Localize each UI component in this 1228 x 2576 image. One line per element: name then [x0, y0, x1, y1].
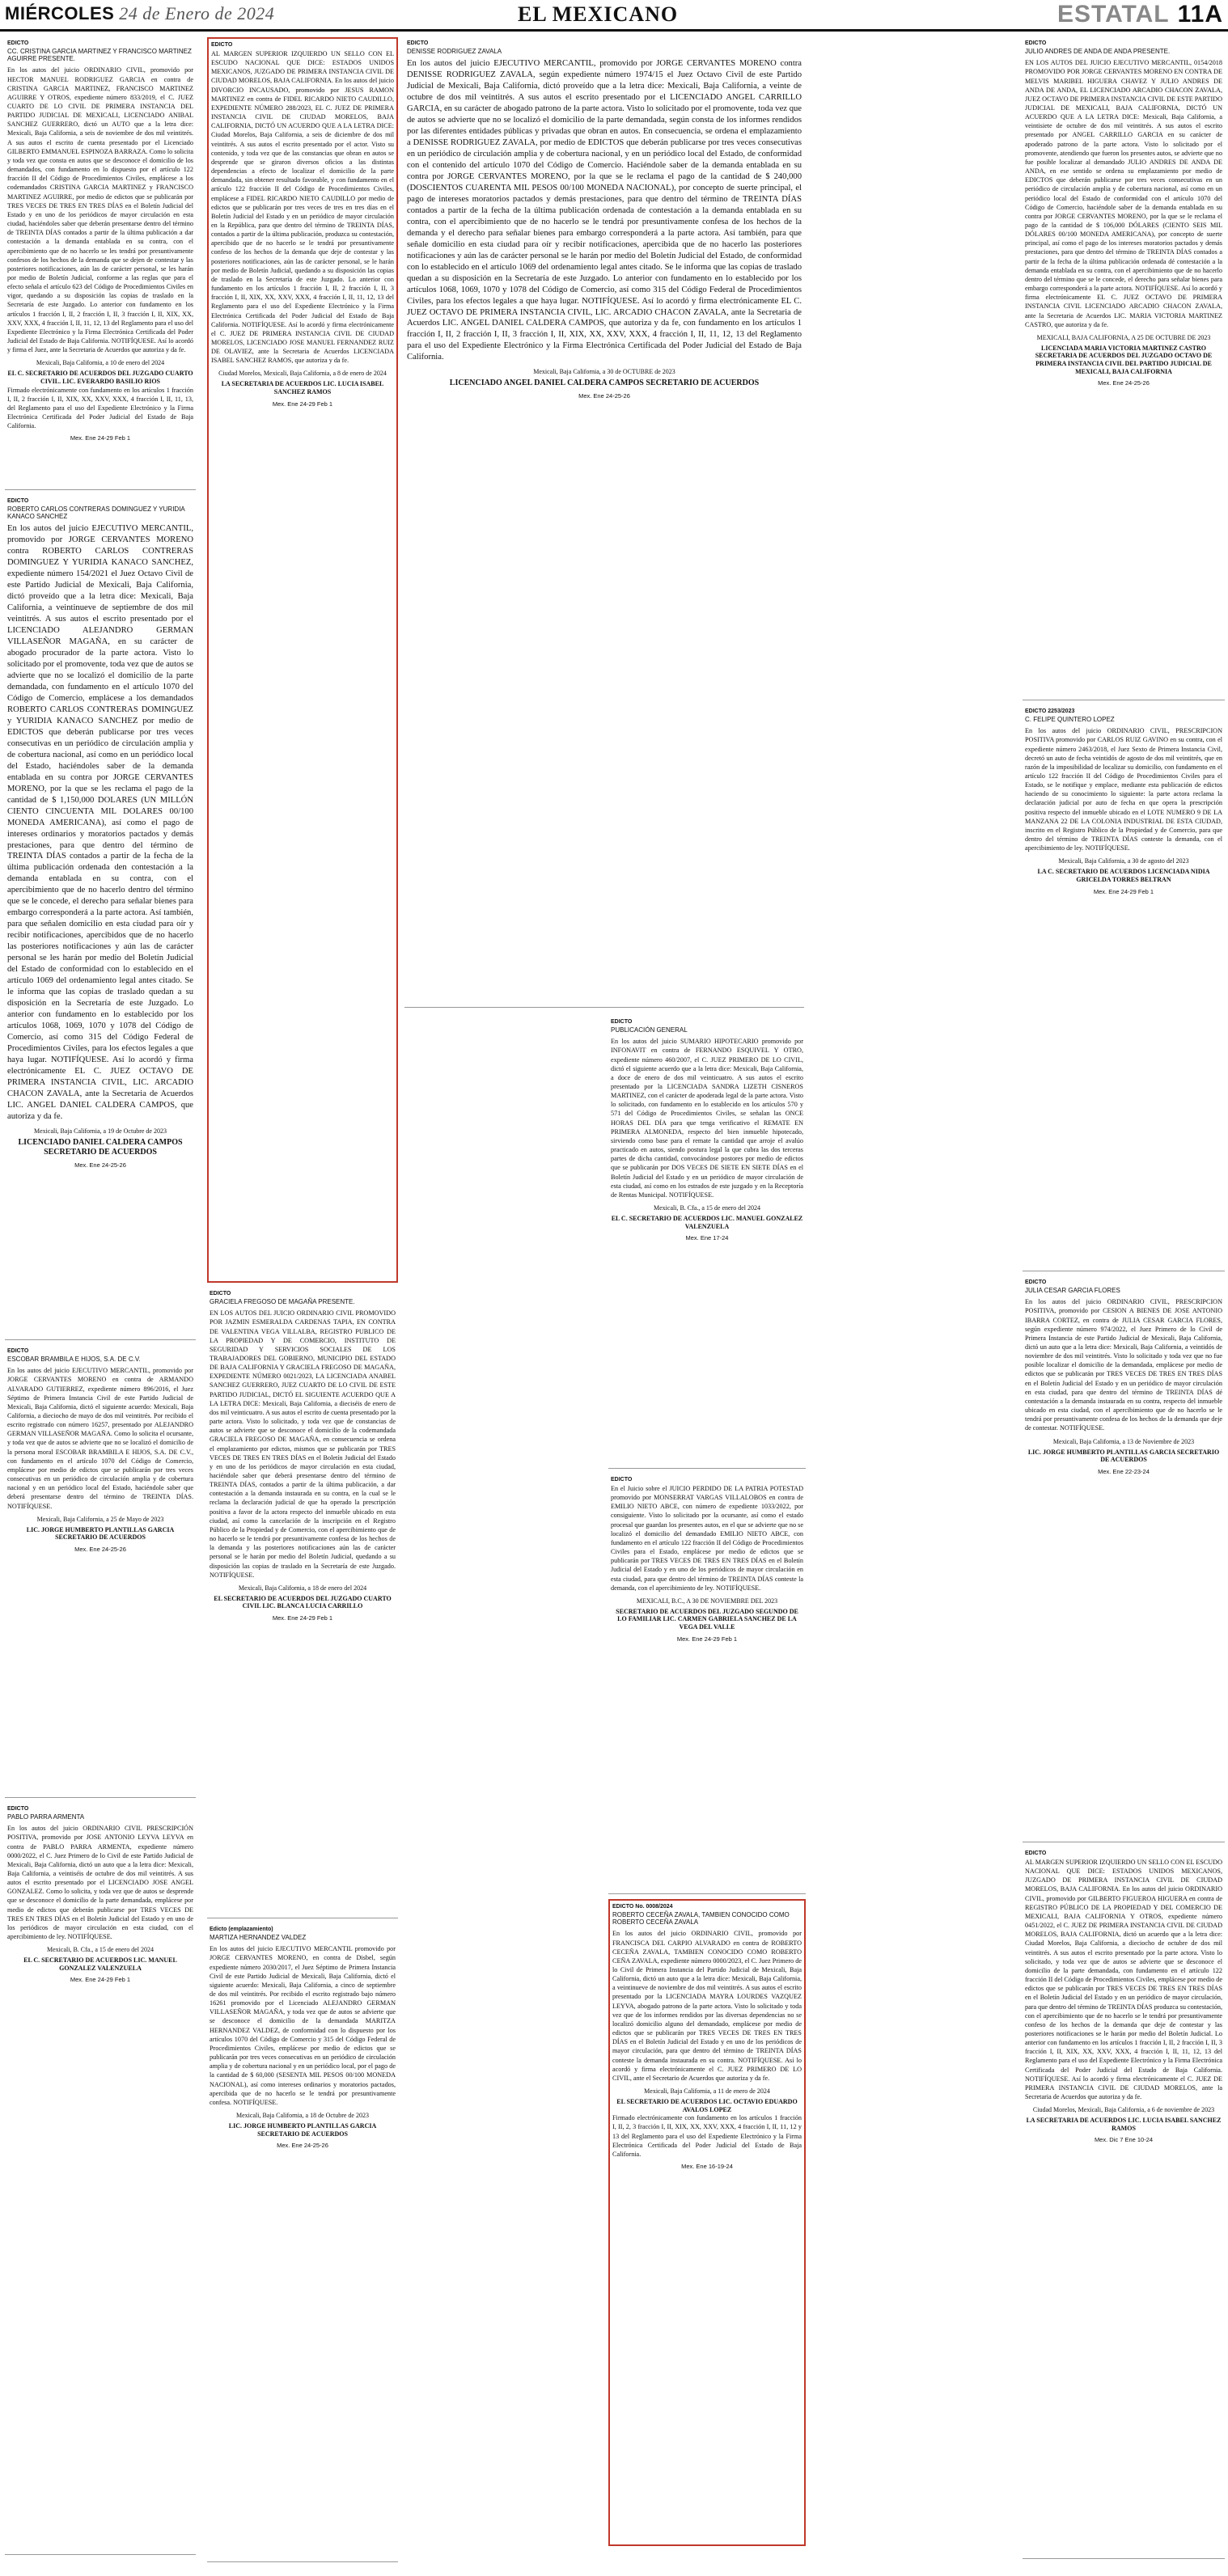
notice-body: En el Juicio sobre el JUICIO PERDIDO DE LA PATRIA POTESTAD promovido por MONSERRAT VARGAS VILLALOBOS en contra de EMILIO NIETO ABCE, con número de expediente 1033/2022, por consiguiente. Visto lo solicitado por la ocursante, así como el estado procesal que guardan los presentes autos, en el que se advierte que no se localizó el domicilio del demandado EMILIO NIETO ABCE, con fundamento en el artículo 122 fracción II del Código de Procedimientos Civiles para el Estado, emplácese por medio de edictos que se publicarán por TRES VECES DE TRES EN TRES DÍAS en el Boletín Judicial del Estado y en uno de los periódicos de mayor circulación en esta ciudad, para que dentro del término de TREINTA DÍAS conteste la demanda, con el apercibimiento de ley. NOTIFÍQUESE.	[611, 1485, 803, 1592]
legal-notice	[5, 1803, 196, 2555]
notice-signature: LICENCIADA MARIA VICTORIA MARTINEZ CASTRO SECRETARIA DE ACUERDOS DEL JUZGADO OCTAVO DE PRIMERA INSTANCIA CIVIL DEL PARTIDO JUDICIAL DE MEXICALI, BAJA CALIFORNIA	[1035, 344, 1213, 375]
issue-date	[5, 3, 274, 24]
notice-publication-ref: Mex. Ene 16-19-24	[681, 2163, 733, 2170]
page-number: 11A	[1177, 1, 1223, 27]
notice-body: En los autos del juicio ORDINARIO CIVIL, promovido por HECTOR MANUEL RODRIGUEZ GARCIA en contra de CRISTINA GARCIA MARTINEZ, FRANCISCO MARTINEZ AGUIRRE Y OTROS, expediente número 833/2019, el C. JUEZ CUARTO DE LO CIVIL DE PRIMERA INSTANCIA DEL PARTIDO JUDICIAL DE MEXICALI, LICENCIADO ANIBAL SANCHEZ GUERRERO, dictó un AUTO que a la letra dice: Mexicali, Baja California, a seis de noviembre de dos mil veintitrés. A sus autos el escrito de cuenta presentado por el Licenciado GILBERTO EMMANUEL ESPINOZA BARRAZA. Como lo solicita y toda vez que consta en autos que se desconoce el domicilio de los demandados, con fundamento en lo dispuesto por el artículo 122 fracción II del Código de Procedimientos Civiles, emplácese a los codemandados CRISTINA GARCIA MARTINEZ y FRANCISCO MARTINEZ AGUIRRE, por medio de edictos que se publicarán por TRES VECES DE TRES EN TRES DÍAS en el Boletín Judicial del Estado y en uno de los periódicos de mayor circulación en esta ciudad, haciéndoles saber que deberán presentarse dentro del término de TREINTA DÍAS contados a partir de la última publicación a dar contestación a la demanda entablada en su contra, con el apercibimiento que de no hacerlo se les tendrá por presuntivamente confesos de los hechos de la demanda que se dejen de contestar y las posteriores notificaciones, aún las de carácter personal, se les harán por medio de Boletín Judicial, conforme a las reglas que para el efecto señala el artículo 623 del Código de Procedimientos Civiles en vigor, quedando a su disposición las copias de traslado en la Secretaría de este Juzgado. Lo anterior con fundamento en los artículos 1 fracción I, II, 2 fracción I, II, 3 fracción I, II, XIX, XX, XXV, XXX, 4 fracción I, II, 11, 12, 13 del Reglamento para el uso del Expediente Electrónico y la Firma Electrónica Certificada del Poder Judicial del Estado de Baja California. NOTIFÍQUESE. Así lo acordó y firma el Juez, ante la Secretaria de Acuerdos que autoriza y da fe.	[7, 66, 193, 354]
notice-kicker: EDICTO	[611, 1477, 633, 1483]
notice-addressee: C. FELIPE QUINTERO LOPEZ	[1025, 716, 1115, 723]
notice-place-date: MEXICALI, BAJA CALIFORNIA, A 25 DE OCTUBRE DE 2023	[1036, 333, 1211, 341]
legal-notice-continuation	[404, 1016, 602, 2553]
notice-publication-ref: Mex. Ene 24-29 Feb 1	[676, 1635, 738, 1643]
notice-kicker: EDICTO	[7, 1806, 29, 1812]
notice-place-date: Mexicali, Baja California, a 30 de OCTUBRE de 2023	[533, 368, 675, 376]
notice-publication-ref: Mex. Ene 24-29 Feb 1	[70, 1976, 131, 1984]
notice-publication-ref: Mex. Ene 24-29 Feb 1	[70, 434, 131, 442]
notice-body: En los autos del juicio ORDINARIO CIVIL, promovido por FRANCISCA DEL CARPIO ALVARADO en contra de ROBERTO CECEÑA ZAVALA, TAMBIEN CONOCIDO COMO ROBERTO CEÑA ZAVALA, expediente número 0000/2023, el C. Juez Primero de lo Civil de Primera Instancia del Partido Judicial de Mexicali, Baja California, dictó un auto que a la letra dice: Mexicali, Baja California, a veintinueve de noviembre de dos mil veintitrés. A sus autos el escrito presentado por la LICENCIADA MAYRA LOURDES VAZQUEZ LEYVA, abogado patrono de la parte actora. Visto lo solicitado y toda vez que de los informes rendidos por las diversas dependencias no se localizó domicilio alguno del demandado, emplácese por medio de edictos que se publicarán por TRES VECES DE TRES EN TRES DÍAS en el Boletín Judicial del Estado y en uno de los periódicos de mayor circulación, para que dentro del término de TREINTA DÍAS conteste la demanda instaurada en su contra. NOTIFÍQUESE. Así lo acordó y firma electrónicamente el C. JUEZ PRIMERO DE LO CIVIL, ante el Secretario de Acuerdos que autoriza y da fe.	[612, 1930, 802, 2082]
notice-body: EN LOS AUTOS DEL JUICIO EJECUTIVO MERCANTIL, 0154/2018 PROMOVIDO POR JORGE CERVANTES MORENO EN CONTRA DE MELVIS MARIBEL HIGUERA CHAVEZ Y JULIO ANDRES DE ANDA DE ANDA, EL LICENCIADO ARCADIO CHACON ZAVALA, JUEZ OCTAVO DE PRIMERA INSTANCIA CIVIL DE ESTE PARTIDO JUDICIAL DE MEXICALI, BAJA CALIFORNIA, DICTÓ UN ACUERDO QUE A LA LETRA DICE: Mexicali, Baja California, a veintisiete de octubre de dos mil veintitrés. A sus autos el escrito presentado por ANGEL CARRILLO GARCIA en su carácter de apoderado patrono de la parte actora. Visto lo solicitado por el promovente, atendiendo que fueron los presentes autos, se advierte que no fue posible localizar al demandado JULIO ANDRES DE ANDA DE ANDA, en ese sentido se ordena su emplazamiento por medio de EDICTOS que deberán publicarse por tres veces consecutivas en un periódico de circulación amplia y de cobertura nacional, así como en un periódico local del Estado de conformidad con el artículo 1070 del Código de Comercio, haciéndole saber de la demanda entablada en su contra por JORGE CERVANTES MORENO, por la que se le reclama el pago de la cantidad de $ 106,000 DÓLARES (CIENTO SEIS MIL DÓLARES 00/100 MONEDA AMERICANA), por concepto de suerte principal, así como el pago de los intereses moratorios pactados y demás prestaciones, para que dentro del término de TREINTA DÍAS contados a partir de la fecha de la última publicación ordenada dé contestación a la demanda entablada en su contra, con el apercibimiento que de no hacerlo dentro del término que se le concede, el derecho para señalar bienes para embargo corresponderá a la parte actora. NOTIFÍQUESE. Así lo acordó y firma electrónicamente EL C. JUEZ OCTAVO DE PRIMERA INSTANCIA CIVIL LICENCIADO ARCADIO CHACON ZAVALA, ante la Secretaria de Acuerdos LIC. MARIA VICTORIA MARTINEZ CASTRO, que autoriza y da fe.	[1025, 59, 1222, 328]
notice-publication-ref: Mex. Ene 24-29 Feb 1	[272, 400, 333, 408]
notice-signature: LA C. SECRETARIO DE ACUERDOS LICENCIADA NIDIA GRICELDA TORRES BELTRAN	[1037, 868, 1210, 883]
notice-place-date: Mexicali, Baja California, a 10 de enero del 2024	[36, 359, 165, 367]
notice-addressee: ROBERTO CARLOS CONTRERAS DOMINGUEZ Y YURIDIA KANACO SANCHEZ	[7, 505, 185, 521]
notice-place-date: Mexicali, Baja California, a 11 de enero de 2024	[644, 2087, 770, 2096]
notice-place-date: Mexicali, Baja California, a 30 de agosto del 2023	[1058, 857, 1189, 865]
notice-place-date: Mexicali, B. Cfa., a 15 de enero del 2024	[654, 1204, 760, 1212]
notice-body: En los autos del juicio EJECUTIVO MERCANTIL, promovido por JORGE CERVANTES MORENO contra DENISSE RODRIGUEZ ZAVALA, según expediente número 1974/15 el Juez Octavo Civil de este Partido Judicial de Mexicali, Baja California, dictó proveído que a la letra dice: Mexicali, Baja California, a veinte de octubre de dos mil veintitrés. A sus autos el escrito presentado por el LICENCIADO ANGEL CARRILLO GARCIA, en su carácter de abogado patrono de la parte actora. Visto lo solicitado por el promovente, toda vez que de autos se advierte que no se localizó el domicilio de la parte demandada, según consta de los informes rendidos por las diferentes entidades públicas y privadas que obran en autos. En consecuencia, se ordena el emplazamiento a DENISSE RODRIGUEZ ZAVALA, por medio de EDICTOS que deberán publicarse por tres veces consecutivas en un periódico de circulación amplia y de cobertura nacional, y en un periódico local del Estado, de conformidad con el contenido del artículo 1070 del Código de Comercio. Haciéndole saber de la demanda entablada en su contra por JORGE CERVANTES MORENO, por la que se le reclama el pago de la cantidad de $ 240,000 (DOSCIENTOS CUARENTA MIL PESOS 00/100 MONEDA NACIONAL), por concepto de suerte principal, el pago de intereses moratorios pactados y demás prestaciones, para que dentro del término de TREINTA DÍAS contados a partir de la fecha de la última publicación ordenada de contestación a la demanda entablada en su contra, con el apercibimiento que de no hacerlo se le tendrá por presuntivamente confesa de los hechos de la demanda y el derecho para señalar bienes para embargo corresponderá a la parte actora. Así también, para que señale domicilio en esta ciudad para oír y recibir notificaciones, apercibida que de no hacerlo las posteriores notificaciones y aún las de carácter personal se le harán por medio del Boletín Judicial del Estado, de conformidad con lo establecido en el artículo 1069 del ordenamiento legal antes citado. Se le informa que las copias de traslado quedan a su disposición en la Secretaría de este Juzgado. Lo anterior con fundamento en lo establecido por los artículos 1068, 1069, 1070 y 1078 del Código de Comercio, así como 315 del Código Federal de Procedimientos Civiles, para los efectos legales a que haya lugar. NOTIFÍQUESE. Así lo acordó y firma electrónicamente EL C. JUEZ OCTAVO DE PRIMERA INSTANCIA CIVIL, LIC. ARCADIO CHACON ZAVALA, ante la Secretaria de Acuerdos LIC. ANGEL DANIEL CALDERA CAMPOS, que autoriza y da fe, con fundamento en los artículos 1 fracción I, II, 2 fracción I, II, 3 fracción I, II, XIX, XX, XXV, XXX, 4 fracción I, II, 11, 12, 13 del Reglamento para el uso del Expediente Electrónico y la Firma Electrónica Certificada del Poder Judicial del Estado de Baja California.	[407, 59, 802, 362]
notice-signature: LICENCIADO DANIEL CALDERA CAMPOS SECRETARIO DE ACUERDOS	[18, 1137, 183, 1157]
notice-kicker: EDICTO	[7, 40, 29, 46]
notice-signature: LIC. JORGE HUMBERTO PLANTILLAS GARCIA SECRETARIO DE ACUERDOS	[1027, 1448, 1220, 1464]
notice-place-date: Mexicali, Baja California, a 25 de Mayo de 2023	[36, 1515, 164, 1523]
notice-place-date: Mexicali, Baja California, a 18 de Octubre de 2023	[236, 2112, 369, 2119]
notice-kicker: EDICTO	[211, 42, 233, 48]
notice-place-date: Mexicali, Baja California, a 18 de enero del 2024	[238, 1584, 367, 1592]
notice-place-date: Mexicali, Baja California, a 13 de Noviembre de 2023	[1052, 1437, 1195, 1445]
notice-kicker: EDICTO	[7, 1348, 29, 1354]
notice-signature: SECRETARIO DE ACUERDOS DEL JUZGADO SEGUNDO DE LO FAMILIAR LIC. CARMEN GABRIELA SANCHEZ DE LA VEGA DEL VALLE	[616, 1607, 798, 1631]
notice-addressee: DENISSE RODRIGUEZ ZAVALA	[407, 48, 502, 55]
notice-signature: EL C. SECRETARIO DE ACUERDOS DEL JUZGADO CUARTO CIVIL. LIC. EVERARDO BASILIO RIOS	[7, 370, 193, 385]
notice-addressee: ROBERTO CECEÑA ZAVALA, TAMBIEN CONOCIDO COMO ROBERTO CECEÑA ZAVALA	[612, 1911, 790, 1927]
legal-notice	[1023, 1276, 1225, 1842]
column-5	[814, 37, 1016, 2569]
section-banner	[1057, 1, 1223, 28]
notice-signature: LICENCIADO ANGEL DANIEL CALDERA CAMPOS SECRETARIO DE ACUERDOS	[449, 379, 760, 388]
notice-kicker: EDICTO	[1025, 40, 1047, 46]
notice-publication-ref: Mex. Ene 17-24	[685, 1234, 729, 1242]
notice-place-date: Ciudad Morelos, Mexicali, Baja California, a 8 de enero de 2024	[218, 370, 387, 378]
notice-addressee: JULIO ANDRES DE ANDA DE ANDA PRESENTE.	[1025, 48, 1171, 55]
notice-addressee: JULIA CESAR GARCIA FLORES	[1025, 1287, 1120, 1294]
notice-body: EN LOS AUTOS DEL JUICIO ORDINARIO CIVIL PROMOVIDO POR JAZMIN ESMERALDA CARDENAS TAPIA, EN CONTRA DE VALENTINA VEGA VILLALBA, REGISTRO PUBLICO DE LA PROPIEDAD Y DE COMERCIO, INSTITUTO DE SEGURIDAD Y SERVICIOS SOCIALES DE LOS TRABAJADORES DEL GOBIERNO, MUNICIPIO DEL ESTADO DE BAJA CALIFORNIA Y GRACIELA FREGOSO DE MAGAÑA, EXPEDIENTE NÚMERO 0021/2023, LA LICENCIADA ANABEL SANCHEZ GUERRERO, JUEZ CUARTO DE LO CIVIL DE ESTE PARTIDO JUDICIAL, DICTÓ EL SIGUIENTE ACUERDO QUE A LA LETRA DICE: Mexicali, Baja California, a dieciséis de enero de dos mil veinticuatro. A sus autos el escrito de cuenta presentado por la parte actora. Visto lo solicitado, y toda vez que de constancias de autos se advierte que se desconoce el domicilio de la codemandada GRACIELA FREGOSO DE MAGAÑA, en consecuencia se ordena el emplazamiento por edictos, mismos que se publicarán por TRES VECES DE TRES EN TRES DÍAS en el Boletín Judicial del Estado y en uno de los periódicos de mayor circulación en esta ciudad, haciéndole saber que deberá presentarse dentro del término de TREINTA DÍAS, contados a partir de la última publicación, a dar contestación a la demanda instaurada en su contra, en la cual se le reclama la declaración judicial de que ha operado la prescripción positiva a favor de la actora respecto del inmueble ubicado en esta ciudad, así como la cancelación de la inscripción en el Registro Público de la Propiedad y de Comercio, con el apercibimiento que de no hacerlo se le tendrá por presuntivamente confesa de los hechos de la demanda y las posteriores notificaciones aún las de carácter personal se le harán por medio del Boletín Judicial, quedando a su disposición las copias de traslado en la Secretaría de este Juzgado. NOTIFÍQUESE.	[210, 1309, 396, 1579]
legal-notice	[608, 1899, 806, 2546]
notice-addressee: GRACIELA FREGOSO DE MAGAÑA PRESENTE.	[210, 1298, 355, 1305]
notice-body: En los autos del juicio EJECUTIVO MERCANTIL promovido por JORGE CERVANTES MORENO, en contra de Disbel, según expediente número 2030/2017, el Juez Séptimo de Primera Instancia Civil de este Partido Judicial de Mexicali, Baja California, dictó el siguiente acuerdo: Mexicali, Baja California, a cinco de septiembre de dos mil veintitrés. Por recibido el escrito registrado bajo número 16261 promovido por el Licenciado ALEJANDRO GERMAN VILLASEÑOR MAGAÑA, y toda vez que de autos se advierte que se desconoce el domicilio de la demandada MARITZA HERNANDEZ VALDEZ, de conformidad con lo dispuesto por los artículos 1070 del Código de Comercio y 315 del Código Federal de Procedimientos Civiles, emplácese por medio de edictos que se publicarán por tres veces consecutivas en un periódico de circulación amplia y de cobertura nacional y en un periódico local, por el pago de la cantidad de $ 60,000 (SESENTA MIL PESOS 00/100 MONEDA NACIONAL), así como intereses ordinarios y moratorios pactados, apercibida que de no hacerlo se le tendrá por presuntivamente confesa. NOTIFÍQUESE.	[210, 1945, 396, 2106]
notice-body: En los autos del juicio SUMARIO HIPOTECARIO promovido por INFONAVIT en contra de FERNANDO ESQUIVEL Y OTRO, expediente número 460/2007, el C. JUEZ PRIMERO DE LO CIVIL, dictó el siguiente acuerdo que a la letra dice: Mexicali, Baja California, a doce de enero de dos mil veinticuatro. A sus autos el escrito presentado por la LICENCIADA SANDRA LIZETH CISNEROS MARTINEZ, con el carácter de apoderada legal de la parte actora. Visto lo solicitado, con fundamento en lo establecido en los artículos 570 y 571 del Código de Procedimientos Civiles, se señalan las ONCE HORAS DEL DÍA para que tenga verificativo el REMATE EN PRIMERA ALMONEDA, respecto del bien inmueble hipotecado, sirviendo como base para el remate la cantidad que arroje el avalúo practicado en autos, siendo postura legal la que cubra las dos terceras partes de dicha cantidad, convocándose postores por medio de edictos que se publicarán por DOS VECES DE SIETE EN SIETE DÍAS en el Boletín Judicial del Estado y en un periódico de mayor circulación de esta ciudad, así como en los estrados de este juzgado y en la Receptoría de Rentas Municipal. NOTIFÍQUESE.	[611, 1038, 803, 1199]
notice-addressee: PABLO PARRA ARMENTA	[7, 1813, 85, 1821]
notice-kicker: EDICTO	[611, 1019, 633, 1025]
legal-notice	[5, 37, 196, 490]
notice-extra: Firmado electrónicamente con fundamento en los artículos 1 fracción I, II, 2, 3 fracción I, II, XIX, XX, XXV, XXX, 4 fracción I, II, 11, 12 y 13 del Reglamento para el uso del Expediente Electrónico y la Firma Electrónica Certificada del Poder Judicial del Estado de Baja California.	[612, 2114, 802, 2158]
notice-publication-ref: Mex. Dic 7 Ene 10-24	[1094, 2136, 1154, 2144]
notice-publication-ref: Mex. Ene 24-25-26	[1098, 379, 1150, 387]
notice-addressee: PUBLICACIÓN GENERAL	[611, 1026, 688, 1034]
column-5-area	[814, 37, 1016, 2544]
notice-signature: EL SECRETARIO DE ACUERDOS DEL JUZGADO CUARTO CIVIL LIC. BLANCA LUCIA CARRILLO	[214, 1594, 392, 1610]
notice-body: AL MARGEN SUPERIOR IZQUIERDO UN SELLO CON EL ESCUDO NACIONAL QUE DICE: ESTADOS UNIDOS MEXICANOS, JUZGADO DE PRIMERA INSTANCIA CIVIL DE CIUDAD MORELOS, BAJA CALIFORNIA. En los autos del juicio ORDINARIO CIVIL, promovido por GILBERTO FIGUEROA HIGUERA en contra de REGISTRO PÚBLICO DE LA PROPIEDAD Y DEL COMERCIO DE MEXICALI, BAJA CALIFORNIA Y OTROS, expediente número 0451/2022, el C. JUEZ DE PRIMERA INSTANCIA CIVIL DE CIUDAD MORELOS, BAJA CALIFORNIA, dictó un acuerdo que a la letra dice: Ciudad Morelos, Baja California, a dieciocho de octubre de dos mil veintitrés. A sus autos el escrito presentado por la parte actora. Visto lo solicitado, y toda vez que de autos se advierte que se desconoce el domicilio de la parte demandada, con fundamento en el artículo 122 fracción II del Código de Procedimientos Civiles, emplácese por medio de edictos que se publicarán por TRES VECES DE TRES EN TRES DÍAS en el Boletín Judicial del Estado y en un periódico de mayor circulación, para que dentro del término de TREINTA DÍAS produzca su contestación, con el apercibimiento que de no hacerlo se le tendrá por presuntivamente confeso de los hechos de la demanda que deje de contestar y las posteriores notificaciones se le harán por medio del Boletín Judicial. Lo anterior con fundamento en los artículos 1 fracción I, II, 2 fracción I, II, 3 fracción I, II, XIX, XX, XXV, XXX, 4 fracción I, II, 11, 12, 13 del Reglamento para el uso del Expediente Electrónico y la Firma Electrónica Certificada del Poder Judicial del Estado de Baja California. NOTIFÍQUESE. Así lo acordó y firma electrónicamente el C. JUEZ DE PRIMERA INSTANCIA CIVIL DE CIUDAD MORELOS, ante la Secretaria de Acuerdos que autoriza y da fe.	[1025, 1859, 1222, 2101]
notice-signature: EL SECRETARIO DE ACUERDOS LIC. OCTAVIO EDUARDO AVALOS LOPEZ	[616, 2098, 798, 2113]
legal-notice	[5, 1345, 196, 1798]
notice-body: AL MARGEN SUPERIOR IZQUIERDO UN SELLO CON EL ESCUDO NACIONAL QUE DICE: ESTADOS UNIDOS MEXICANOS, JUZGADO DE PRIMERA INSTANCIA CIVIL DE CIUDAD MORELOS, BAJA CALIFORNIA. En los autos del juicio DIVORCIO INCAUSADO, promovido por JESUS RAMON MARTINEZ en contra de FIDEL RICARDO NIETO CAUDILLO, EXPEDIENTE NÚMERO 288/2023, EL C. JUEZ DE PRIMERA INSTANCIA CIVIL DE CIUDAD MORELOS, BAJA CALIFORNIA, DICTÓ UN ACUERDO QUE A LA LETRA DICE: Ciudad Morelos, Baja California, a seis de diciembre de dos mil veintitrés. A sus autos el escrito presentado por el actor. Visto su contenido, y toda vez que de las constancias que obran en autos se desprende que se giraron diversos oficios a las distintas dependencias a efecto de localizar el domicilio de la parte demandada, sin obtener resultado favorable, y con fundamento en el artículo 122 fracción II del Código de Procedimientos Civiles, emplácese a FIDEL RICARDO NIETO CAUDILLO por medio de edictos que se publicarán por tres veces de tres en tres días en el Boletín Judicial del Estado y en un periódico de mayor circulación en la República, para que dentro del término de TREINTA DÍAS, contados a partir de la última publicación, produzca su contestación, apercibido que de no hacerlo se le tendrá por presuntivamente confeso de los hechos de la demanda que deje de contestar y las posteriores notificaciones, aún las de carácter personal, se le harán por medio de Boletín Judicial, quedando a su disposición las copias de traslado en la Secretaría de este Juzgado. Lo anterior con fundamento en los artículos 1 fracción I, II, 2 fracción I, II, 3 fracción I, II, XIX, XX, XXV, XXX, 4 fracción I, II, 11, 12, 13 del Reglamento para el uso del Expediente Electrónico y la Firma Electrónica Certificada del Poder Judicial del Estado de Baja California. NOTIFÍQUESE. Así lo acordó y firma electrónicamente el C. JUEZ DE PRIMERA INSTANCIA CIVIL DE CIUDAD MORELOS, LICENCIADO JOSE MANUEL FERNANDEZ RUIZ DE OLAVIEZ, ante la Secretaria de Acuerdos LICENCIADA ISABEL SANCHEZ RAMOS, que autoriza y da fe.	[211, 50, 394, 365]
column-1	[5, 37, 196, 2569]
notice-extra: Firmado electrónicamente con fundamento en los artículos 1 fracción I, II, 2 fracción I, II, XIX, XX, XXV, XXX, 4 fracción I, II, 11, 13, del Reglamento para el uso del Expediente Electrónico y la Firma Electrónica Certificada del Poder Judicial del Estado de Baja California.	[7, 386, 193, 430]
legal-notice	[5, 495, 196, 1340]
notice-signature: LIC. JORGE HUMBERTO PLANTILLAS GARCIA SECRETARIO DE ACUERDOS	[26, 1525, 175, 1542]
notice-body: En los autos del juicio ORDINARIO CIVIL PRESCRIPCIÓN POSITIVA, promovido por JOSE ANTONIO LEYVA LEYVA en contra de PABLO PARRA ARMENTA, expediente número 0000/2022, el C. Juez Primero de lo Civil de este Partido Judicial de Mexicali, Baja California, dictó un auto que a la letra dice: Mexicali, Baja California, a veintiséis de octubre de dos mil veintitrés. A sus autos el escrito presentado por el LICENCIADO JOSE ANGEL GONZALEZ. Como lo solicita, y toda vez que de autos se desprende que se desconoce el domicilio de la parte demandada, emplácese por medio de edictos que deberán publicarse por TRES VECES DE TRES EN TRES DÍAS en el Boletín Judicial del Estado y en uno de los periódicos de mayor circulación en esta ciudad, con el apercibimiento de ley. NOTIFÍQUESE.	[7, 1825, 193, 1941]
notice-addressee: MARTIZA HERNANDEZ VALDEZ	[210, 1934, 307, 1941]
notice-signature: LA SECRETARIA DE ACUERDOS LIC. LUCIA ISABEL SANCHEZ RAMOS	[221, 380, 384, 396]
legal-notice	[207, 37, 398, 1283]
notice-addressee: ESCOBAR BRAMBILA E HIJOS, S.A. DE C.V.	[7, 1356, 141, 1363]
notice-publication-ref: Mex. Ene 24-29 Feb 1	[1093, 887, 1154, 895]
notice-place-date: MEXICALI, B.C., A 30 DE NOVIEMBRE DEL 2023	[636, 1597, 778, 1605]
column-3-lower	[404, 1016, 602, 2569]
notice-kicker: EDICTO	[1025, 1280, 1047, 1285]
notice-signature: EL C. SECRETARIO DE ACUERDOS LIC. MANUEL GONZALEZ VALENZUELA	[611, 1215, 803, 1230]
notice-body: En los autos del juicio EJECUTIVO MERCANTIL, promovido por JORGE CERVANTES MORENO contra ROBERTO CARLOS CONTRERAS DOMINGUEZ Y YURIDIA KANACO SANCHEZ, expediente número 154/2021 el Juez Octavo Civil de este Partido Judicial de Mexicali, Baja California, dictó proveído que a la letra dice: Mexicali, Baja California, a veintinueve de septiembre de dos mil veintitrés. A sus autos el escrito presentado por el LICENCIADO ALEJANDRO GERMAN VILLASEÑOR MAGAÑA, en su carácter de abogado procurador de la parte actora. Visto lo solicitado por el promovente, toda vez que de autos se advierte que no se localizó el domicilio de la parte demandada, con fundamento en el artículo 1070 del Código de Comercio, emplácese a los demandados ROBERTO CARLOS CONTRERAS DOMINGUEZ y YURIDIA KANACO SANCHEZ por medio de EDICTOS que deberán publicarse por tres veces consecutivas en un periódico de circulación amplia y de cobertura nacional, así como en un periódico local del Estado, haciéndoles saber de la demanda entablada en su contra por JORGE CERVANTES MORENO, por la que se les reclama el pago de la cantidad de $ 1,150,000 DOLARES (UN MILLÓN CIENTO CINCUENTA MIL DOLARES 00/100 MONEDA AMERICANA), así como el pago de intereses ordinarios y moratorios pactados y demás prestaciones, para que dentro del término de TREINTA DÍAS contados a partir de la fecha de la última publicación ordenada den contestación a la demanda entablada en su contra, con el apercibimiento que de no hacerlo dentro del término que se le concede, el derecho para señalar bienes para embargo corresponderá a la parte actora. Así también, para que señalen domicilio en esta ciudad para oír y recibir notificaciones, apercibidos que de no hacerlo las posteriores notificaciones y aún las de carácter personal se les harán por medio del Boletín Judicial del Estado de conformidad con lo establecido en el artículo 1069 del ordenamiento legal antes citado. Se le informa que las copias de traslado quedan a su disposición en la Secretaría de este Juzgado. Lo anterior con fundamento en lo establecido por los artículos 1068, 1069, 1070 y 1078 del Código de Comercio, así como 315 del Código Federal de Procedimientos Civiles, para los efectos legales a que haya lugar. NOTIFÍQUESE. Así lo acordó y firma electrónicamente EL C. JUEZ OCTAVO DE PRIMERA INSTANCIA CIVIL, LIC. ARCADIO CHACON ZAVALA, ante la Secretaria de Acuerdos LIC. ANGEL DANIEL CALDERA CAMPOS, que autoriza y da fe.	[7, 524, 193, 1121]
issue-day: MIÉRCOLES	[5, 3, 115, 23]
legal-notice	[1023, 705, 1225, 1271]
notice-kicker: EDICTO No. 0008/2024	[612, 1904, 673, 1910]
notice-publication-ref: Mex. Ene 24-25-26	[277, 2142, 328, 2150]
page-header	[0, 0, 1228, 32]
legal-notice	[207, 1288, 398, 1918]
column-2	[207, 37, 398, 2569]
notice-signature: LIC. JORGE HUMBERTO PLANTILLAS GARCIA SECRETARIO DE ACUERDOS	[228, 2122, 377, 2138]
section-name: ESTATAL	[1057, 1, 1170, 27]
column-4	[608, 1016, 806, 2569]
notice-publication-ref: Mex. Ene 24-25-26	[74, 1161, 126, 1169]
notice-body: En los autos del juicio ORDINARIO CIVIL, PRESCRIPCION POSITIVA promovido por CARLOS RUIZ GAVINO en su contra, con el expediente número 2463/2018, el Juez Sexto de Primera Instancia Civil, decretó un auto de fecha veintidós de agosto de dos mil veintitrés, que en razón de la imposibilidad de localizar su domicilio, con fundamento en el artículo 122 fracción II del Código de Procedimientos Civiles para el Estado, se le notifique y emplace, mediante esta publicación de edictos haciendo de su conocimiento lo siguiente: la parte actora reclama la declaración judicial por auto de fecha en que opera la prescripción positiva respecto del inmueble ubicado en el LOTE NUMERO 9 DE LA MANZANA 22 DE LA COLONIA INDUSTRIAL DE ESTA CIUDAD, inscrito en el Registro Público de la Propiedad y de Comercio, para que dentro del término de TREINTA DÍAS conteste la demanda, con el apercibimiento de ley. NOTIFÍQUESE.	[1025, 727, 1222, 852]
notice-publication-ref: Mex. Ene 24-29 Feb 1	[272, 1614, 333, 1622]
notice-kicker: EDICTO 2253/2023	[1025, 709, 1075, 714]
newspaper-name: EL MEXICANO	[518, 2, 679, 26]
legal-notice	[608, 1474, 806, 1894]
notice-place-date: Mexicali, Baja California, a 19 de Octubre de 2023	[34, 1127, 167, 1135]
notice-kicker: EDICTO	[407, 40, 429, 46]
legal-notice	[608, 1016, 806, 1469]
notice-kicker: EDICTO	[1025, 1851, 1047, 1856]
notice-addressee: CC. CRISTINA GARCIA MARTINEZ Y FRANCISCO MARTINEZ AGUIRRE PRESENTE.	[7, 48, 192, 63]
column-6	[1023, 37, 1225, 2569]
notice-publication-ref: Mex. Ene 24-25-26	[74, 1545, 126, 1553]
notice-kicker: EDICTO	[7, 498, 29, 504]
notice-signature: LA SECRETARIA DE ACUERDOS LIC. LUCIA ISABEL SANCHEZ RAMOS	[1026, 2117, 1222, 2132]
notice-place-date: Mexicali, B. Cfa., a 15 de enero del 2024	[47, 1946, 154, 1954]
notice-publication-ref: Mex. Ene 24-25-26	[578, 392, 630, 400]
notice-body: En los autos del juicio ORDINARIO CIVIL, PRESCRIPCION POSITIVA, promovido por CESION A BIENES DE JOSE ANTONIO IBARRA CORTEZ, en contra de JULIA CESAR GARCIA FLORES, según expediente número 974/2022, el Juez Primero de lo Civil de Primera Instancia de este Partido Judicial de Mexicali, Baja California, dictó un auto que a la letra dice: Mexicali, Baja California, a veintidós de noviembre de dos mil veintitrés. Visto lo solicitado y toda vez que no fue posible localizar el domicilio de la demandada, emplácese por medio de edictos que se publicarán por TRES VECES DE TRES EN TRES DÍAS en el Boletín Judicial del Estado y en un periódico de mayor circulación en esta ciudad, para que dentro del término de TREINTA DÍAS dé contestación a la demanda instaurada en su contra, respecto del inmueble ubicado en esta ciudad, con el apercibimiento que de no hacerlo se le tendrá por presuntivamente confesa de los hechos de la demanda que deje de contestar. NOTIFÍQUESE.	[1025, 1298, 1222, 1432]
legal-notice	[1023, 1847, 1225, 2559]
notice-kicker: EDICTO	[210, 1291, 231, 1296]
notice-publication-ref: Mex. Ene 22-23-24	[1098, 1467, 1150, 1475]
legal-notice	[207, 1923, 398, 2562]
notice-signature: EL C. SECRETARIO DE ACUERDOS LIC. MANUEL GONZALEZ VALENZUELA	[23, 1956, 177, 1972]
notice-body: En los autos del juicio EJECUTIVO MERCANTIL, promovido por JORGE CERVANTES MORENO en contra de ARMANDO ALVARADO GUTIERREZ, expediente número 896/2016, el Juez Séptimo de Primera Instancia Civil de este Partido Judicial de Mexicali, Baja California, dictó el siguiente acuerdo: Mexicali, Baja California, a dieciocho de mayo de dos mil veintitrés. Por recibido el escrito registrado con número 16257, presentado por ALEJANDRO GERMAN VILLASEÑOR MAGAÑA. Como lo solicita el ocursante, y toda vez que de autos se advierte que no se localizó el domicilio de la persona moral ESCOBAR BRAMBILA E HIJOS, S.A. DE C.V., con fundamento en el artículo 1070 del Código de Comercio, emplácese por medio de edictos que se publicarán por tres veces consecutivas en un periódico de circulación amplia y de cobertura nacional y en un periódico local del Estado, haciéndole saber que deberá presentarse dentro del término de TREINTA DÍAS. NOTIFÍQUESE.	[7, 1367, 193, 1510]
legal-notice	[404, 37, 804, 1008]
issue-date-text: 24 de Enero de 2024	[119, 3, 275, 23]
legal-notice	[1023, 37, 1225, 700]
notice-kicker: Edicto (emplazamiento)	[210, 1927, 273, 1932]
notice-place-date: Ciudad Morelos, Mexicali, Baja California, a 6 de noviembre de 2023	[1032, 2106, 1215, 2114]
